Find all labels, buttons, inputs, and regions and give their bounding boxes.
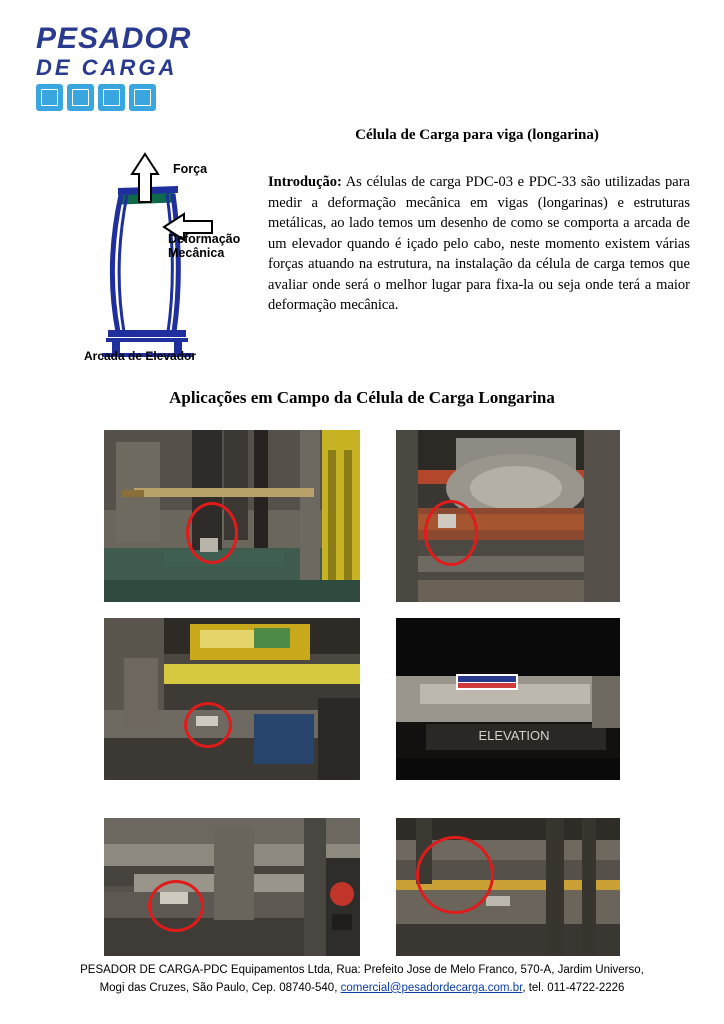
page-title: Célula de Carga para viga (longarina) (355, 127, 599, 143)
field-photo-5-image (104, 818, 360, 956)
field-photo-1 (104, 430, 360, 602)
logo-square-icon-3 (98, 84, 125, 111)
footer-address-line1: PESADOR DE CARGA-PDC Equipamentos Ltda, Rua: Prefeito Jose de Melo Franco, 570-A, Jardim Universo, (80, 964, 644, 976)
logo-text-line2: DE CARGA (36, 55, 178, 80)
diagram-label-deformation (168, 232, 240, 261)
intro-body: As células de carga PDC-03 e PDC-33 são utilizadas para medir a deformação mecânica em vigas (longarinas) e estruturas metálicas, ao lado temos um desenho de como se comporta a arcada de um elevador quando é içado pelo cabo, neste momento existem várias forças atuando na estrutura, na instalação da célula de carga temos que avaliar onde será o melhor lugar para fixa-la ou seja onde terá a maior deformação mecânica. (268, 174, 690, 314)
logo-icon-row (36, 84, 196, 111)
diagram-label-deformation-line1: Deformação (168, 232, 241, 246)
field-photo-6-highlight (416, 836, 494, 914)
logo-text-line1: PESADOR (36, 22, 192, 55)
footer (40, 962, 684, 998)
field-photo-2-highlight (424, 500, 478, 566)
field-photo-3 (104, 618, 360, 780)
footer-city-line: Mogi das Cruzes, São Paulo, Cep. 08740-540, (99, 981, 341, 994)
field-photo-6 (396, 818, 620, 956)
diagram-label-force: Força (173, 162, 208, 176)
field-photo-5-highlight (148, 880, 204, 932)
elevator-arcade-diagram (84, 150, 263, 370)
footer-phone: , tel. 011-4722-2226 (522, 981, 625, 994)
logo-square-icon-4 (129, 84, 156, 111)
footer-email-link[interactable]: comercial@pesadordecarga.com.br (340, 981, 523, 994)
field-photo-2 (396, 430, 620, 602)
company-logo (36, 24, 196, 111)
svg-text:ELEVATION: ELEVATION (478, 728, 550, 743)
logo-square-icon-1 (36, 84, 63, 111)
field-photo-3-highlight (184, 702, 232, 748)
section-heading: Aplicações em Campo da Célula de Carga Longarina (169, 388, 555, 407)
field-photo-1-highlight (186, 502, 238, 564)
field-photo-4 (396, 618, 620, 780)
field-photo-3-image (104, 618, 360, 780)
intro-label: Introdução: (268, 174, 342, 190)
force-arrow-up-icon (130, 152, 160, 204)
intro-paragraph (268, 172, 690, 316)
footer-address-line2 (40, 980, 684, 998)
diagram-caption: Arcada de Elevador (84, 349, 197, 363)
field-photo-4-image (396, 618, 620, 780)
diagram-label-deformation-line2: Mecânica (168, 246, 225, 261)
field-photo-5 (104, 818, 360, 956)
logo-square-icon-2 (67, 84, 94, 111)
